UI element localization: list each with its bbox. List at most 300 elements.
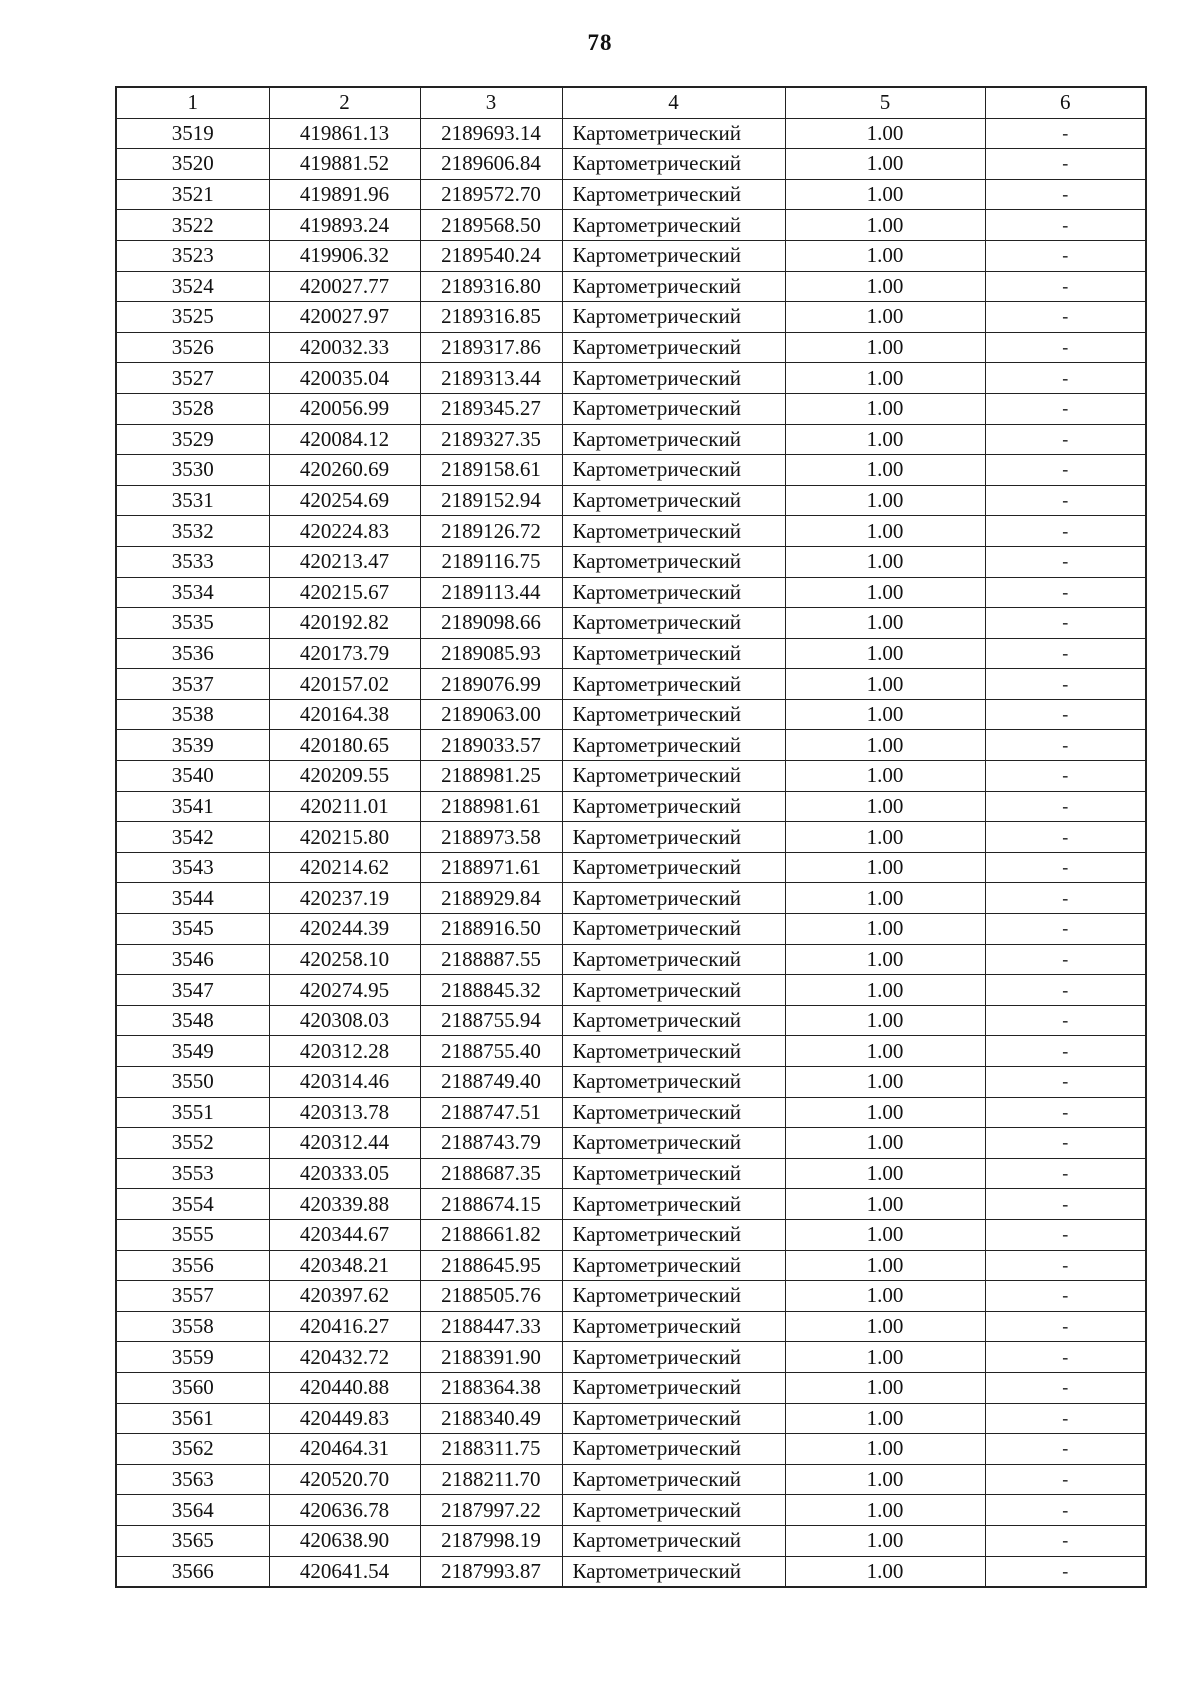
- cell-point-number: 3546: [116, 944, 269, 975]
- cell-point-number: 3557: [116, 1281, 269, 1312]
- cell-y-coordinate: 2188747.51: [420, 1097, 562, 1128]
- cell-accuracy: 1.00: [785, 1464, 985, 1495]
- cell-note: -: [985, 883, 1146, 914]
- cell-note: -: [985, 1219, 1146, 1250]
- cell-accuracy: 1.00: [785, 424, 985, 455]
- cell-accuracy: 1.00: [785, 1189, 985, 1220]
- cell-x-coordinate: 420312.44: [269, 1128, 420, 1159]
- table-row: [116, 852, 1146, 883]
- cell-accuracy: 1.00: [785, 1342, 985, 1373]
- cell-y-coordinate: 2188687.35: [420, 1158, 562, 1189]
- table-row: [116, 179, 1146, 210]
- cell-note: -: [985, 822, 1146, 853]
- cell-accuracy: 1.00: [785, 1495, 985, 1526]
- cell-point-number: 3531: [116, 485, 269, 516]
- cell-y-coordinate: 2189316.85: [420, 302, 562, 333]
- table-row: [116, 485, 1146, 516]
- table-row: [116, 669, 1146, 700]
- cell-note: -: [985, 975, 1146, 1006]
- cell-y-coordinate: 2189568.50: [420, 210, 562, 241]
- cell-point-number: 3553: [116, 1158, 269, 1189]
- cell-note: -: [985, 393, 1146, 424]
- cell-accuracy: 1.00: [785, 393, 985, 424]
- table-row: [116, 516, 1146, 547]
- header-row: [116, 87, 1146, 118]
- cell-method: Картометрический: [562, 1158, 785, 1189]
- cell-accuracy: 1.00: [785, 179, 985, 210]
- cell-y-coordinate: 2189572.70: [420, 179, 562, 210]
- cell-accuracy: 1.00: [785, 1372, 985, 1403]
- cell-accuracy: 1.00: [785, 577, 985, 608]
- cell-note: -: [985, 271, 1146, 302]
- table-row: [116, 1097, 1146, 1128]
- table-row: [116, 1525, 1146, 1556]
- table-row: [116, 944, 1146, 975]
- cell-x-coordinate: 420641.54: [269, 1556, 420, 1587]
- cell-method: Картометрический: [562, 1525, 785, 1556]
- cell-point-number: 3523: [116, 240, 269, 271]
- cell-note: -: [985, 546, 1146, 577]
- cell-method: Картометрический: [562, 852, 785, 883]
- cell-note: -: [985, 638, 1146, 669]
- cell-point-number: 3540: [116, 761, 269, 792]
- cell-method: Картометрический: [562, 1434, 785, 1465]
- cell-point-number: 3552: [116, 1128, 269, 1159]
- cell-method: Картометрический: [562, 485, 785, 516]
- cell-y-coordinate: 2188340.49: [420, 1403, 562, 1434]
- cell-method: Картометрический: [562, 424, 785, 455]
- cell-note: -: [985, 210, 1146, 241]
- cell-y-coordinate: 2188749.40: [420, 1067, 562, 1098]
- cell-note: -: [985, 1495, 1146, 1526]
- cell-method: Картометрический: [562, 240, 785, 271]
- cell-method: Картометрический: [562, 1342, 785, 1373]
- cell-x-coordinate: 420254.69: [269, 485, 420, 516]
- cell-x-coordinate: 420027.77: [269, 271, 420, 302]
- table-row: [116, 1189, 1146, 1220]
- cell-y-coordinate: 2188743.79: [420, 1128, 562, 1159]
- cell-method: Картометрический: [562, 669, 785, 700]
- cell-accuracy: 1.00: [785, 883, 985, 914]
- cell-method: Картометрический: [562, 1036, 785, 1067]
- cell-y-coordinate: 2189152.94: [420, 485, 562, 516]
- cell-y-coordinate: 2189116.75: [420, 546, 562, 577]
- cell-method: Картометрический: [562, 1128, 785, 1159]
- cell-x-coordinate: 420314.46: [269, 1067, 420, 1098]
- cell-y-coordinate: 2188981.61: [420, 791, 562, 822]
- cell-y-coordinate: 2189113.44: [420, 577, 562, 608]
- table-row: [116, 914, 1146, 945]
- table-row: [116, 791, 1146, 822]
- cell-x-coordinate: 420213.47: [269, 546, 420, 577]
- cell-x-coordinate: 420339.88: [269, 1189, 420, 1220]
- table-row: [116, 608, 1146, 639]
- cell-note: -: [985, 852, 1146, 883]
- cell-y-coordinate: 2189033.57: [420, 730, 562, 761]
- cell-note: -: [985, 1128, 1146, 1159]
- cell-accuracy: 1.00: [785, 485, 985, 516]
- cell-y-coordinate: 2188364.38: [420, 1372, 562, 1403]
- cell-y-coordinate: 2188674.15: [420, 1189, 562, 1220]
- cell-accuracy: 1.00: [785, 852, 985, 883]
- coordinates-table: [115, 86, 1147, 1588]
- cell-note: -: [985, 332, 1146, 363]
- cell-point-number: 3545: [116, 914, 269, 945]
- cell-accuracy: 1.00: [785, 271, 985, 302]
- cell-accuracy: 1.00: [785, 944, 985, 975]
- cell-accuracy: 1.00: [785, 761, 985, 792]
- cell-note: -: [985, 179, 1146, 210]
- cell-note: -: [985, 485, 1146, 516]
- cell-accuracy: 1.00: [785, 699, 985, 730]
- cell-x-coordinate: 420464.31: [269, 1434, 420, 1465]
- cell-y-coordinate: 2189313.44: [420, 363, 562, 394]
- cell-x-coordinate: 420215.80: [269, 822, 420, 853]
- cell-y-coordinate: 2188981.25: [420, 761, 562, 792]
- cell-x-coordinate: 420211.01: [269, 791, 420, 822]
- cell-x-coordinate: 420397.62: [269, 1281, 420, 1312]
- cell-accuracy: 1.00: [785, 638, 985, 669]
- page-number: 78: [587, 30, 613, 55]
- cell-point-number: 3560: [116, 1372, 269, 1403]
- cell-accuracy: 1.00: [785, 1036, 985, 1067]
- cell-method: Картометрический: [562, 455, 785, 486]
- cell-point-number: 3539: [116, 730, 269, 761]
- cell-method: Картометрический: [562, 638, 785, 669]
- cell-method: Картометрический: [562, 1403, 785, 1434]
- cell-note: -: [985, 699, 1146, 730]
- table-row: [116, 1158, 1146, 1189]
- table-row: [116, 118, 1146, 149]
- cell-note: -: [985, 1311, 1146, 1342]
- cell-y-coordinate: 2189098.66: [420, 608, 562, 639]
- table-row: [116, 761, 1146, 792]
- cell-y-coordinate: 2187997.22: [420, 1495, 562, 1526]
- table-row: [116, 240, 1146, 271]
- cell-accuracy: 1.00: [785, 1525, 985, 1556]
- cell-point-number: 3525: [116, 302, 269, 333]
- cell-point-number: 3519: [116, 118, 269, 149]
- header-cell-4: 4: [562, 87, 785, 118]
- cell-point-number: 3554: [116, 1189, 269, 1220]
- cell-x-coordinate: 420348.21: [269, 1250, 420, 1281]
- table-row: [116, 1219, 1146, 1250]
- cell-method: Картометрический: [562, 332, 785, 363]
- table-row: [116, 1005, 1146, 1036]
- table-row: [116, 149, 1146, 180]
- table-row: [116, 638, 1146, 669]
- table-row: [116, 822, 1146, 853]
- cell-note: -: [985, 424, 1146, 455]
- table-row: [116, 1403, 1146, 1434]
- cell-x-coordinate: 420440.88: [269, 1372, 420, 1403]
- cell-point-number: 3537: [116, 669, 269, 700]
- cell-accuracy: 1.00: [785, 118, 985, 149]
- cell-y-coordinate: 2187993.87: [420, 1556, 562, 1587]
- cell-accuracy: 1.00: [785, 363, 985, 394]
- cell-y-coordinate: 2189327.35: [420, 424, 562, 455]
- cell-note: -: [985, 1434, 1146, 1465]
- cell-y-coordinate: 2187998.19: [420, 1525, 562, 1556]
- cell-x-coordinate: 420274.95: [269, 975, 420, 1006]
- cell-accuracy: 1.00: [785, 1158, 985, 1189]
- cell-method: Картометрический: [562, 302, 785, 333]
- cell-y-coordinate: 2188755.40: [420, 1036, 562, 1067]
- table-row: [116, 302, 1146, 333]
- cell-note: -: [985, 1281, 1146, 1312]
- cell-method: Картометрический: [562, 1556, 785, 1587]
- cell-point-number: 3566: [116, 1556, 269, 1587]
- cell-x-coordinate: 420173.79: [269, 638, 420, 669]
- cell-accuracy: 1.00: [785, 149, 985, 180]
- cell-note: -: [985, 669, 1146, 700]
- cell-point-number: 3549: [116, 1036, 269, 1067]
- cell-accuracy: 1.00: [785, 914, 985, 945]
- cell-note: -: [985, 1342, 1146, 1373]
- cell-x-coordinate: 420260.69: [269, 455, 420, 486]
- header-cell-5: 5: [785, 87, 985, 118]
- cell-x-coordinate: 420214.62: [269, 852, 420, 883]
- header-cell-3: 3: [420, 87, 562, 118]
- cell-method: Картометрический: [562, 1219, 785, 1250]
- table-row: [116, 1128, 1146, 1159]
- cell-y-coordinate: 2188887.55: [420, 944, 562, 975]
- cell-y-coordinate: 2188645.95: [420, 1250, 562, 1281]
- cell-x-coordinate: 420312.28: [269, 1036, 420, 1067]
- cell-note: -: [985, 914, 1146, 945]
- cell-accuracy: 1.00: [785, 669, 985, 700]
- cell-note: -: [985, 118, 1146, 149]
- cell-x-coordinate: 420416.27: [269, 1311, 420, 1342]
- cell-note: -: [985, 1556, 1146, 1587]
- table-body: [116, 118, 1146, 1587]
- cell-x-coordinate: 420215.67: [269, 577, 420, 608]
- cell-method: Картометрический: [562, 1372, 785, 1403]
- cell-y-coordinate: 2188973.58: [420, 822, 562, 853]
- cell-point-number: 3522: [116, 210, 269, 241]
- header-cell-2: 2: [269, 87, 420, 118]
- cell-point-number: 3527: [116, 363, 269, 394]
- table-row: [116, 1556, 1146, 1587]
- cell-x-coordinate: 420313.78: [269, 1097, 420, 1128]
- cell-point-number: 3558: [116, 1311, 269, 1342]
- cell-method: Картометрический: [562, 914, 785, 945]
- cell-y-coordinate: 2188929.84: [420, 883, 562, 914]
- cell-point-number: 3565: [116, 1525, 269, 1556]
- cell-x-coordinate: 419881.52: [269, 149, 420, 180]
- cell-x-coordinate: 420164.38: [269, 699, 420, 730]
- cell-y-coordinate: 2188391.90: [420, 1342, 562, 1373]
- cell-method: Картометрический: [562, 822, 785, 853]
- cell-method: Картометрический: [562, 1250, 785, 1281]
- table-row: [116, 1464, 1146, 1495]
- cell-note: -: [985, 791, 1146, 822]
- cell-x-coordinate: 420636.78: [269, 1495, 420, 1526]
- cell-note: -: [985, 608, 1146, 639]
- cell-y-coordinate: 2189085.93: [420, 638, 562, 669]
- table-row: [116, 1036, 1146, 1067]
- table-row: [116, 1434, 1146, 1465]
- cell-x-coordinate: 420224.83: [269, 516, 420, 547]
- cell-y-coordinate: 2188211.70: [420, 1464, 562, 1495]
- cell-note: -: [985, 730, 1146, 761]
- cell-accuracy: 1.00: [785, 608, 985, 639]
- cell-method: Картометрический: [562, 1464, 785, 1495]
- table-row: [116, 363, 1146, 394]
- cell-y-coordinate: 2189693.14: [420, 118, 562, 149]
- cell-method: Картометрический: [562, 118, 785, 149]
- header-cell-1: 1: [116, 87, 269, 118]
- table-row: [116, 1250, 1146, 1281]
- cell-point-number: 3547: [116, 975, 269, 1006]
- table-row: [116, 1372, 1146, 1403]
- cell-note: -: [985, 1097, 1146, 1128]
- cell-method: Картометрический: [562, 1097, 785, 1128]
- cell-method: Картометрический: [562, 210, 785, 241]
- cell-accuracy: 1.00: [785, 822, 985, 853]
- table-row: [116, 1311, 1146, 1342]
- cell-point-number: 3524: [116, 271, 269, 302]
- cell-accuracy: 1.00: [785, 1005, 985, 1036]
- cell-accuracy: 1.00: [785, 1281, 985, 1312]
- cell-accuracy: 1.00: [785, 1067, 985, 1098]
- table-row: [116, 546, 1146, 577]
- cell-note: -: [985, 1158, 1146, 1189]
- table-row: [116, 1281, 1146, 1312]
- cell-method: Картометрический: [562, 699, 785, 730]
- table-row: [116, 1067, 1146, 1098]
- cell-y-coordinate: 2189076.99: [420, 669, 562, 700]
- cell-x-coordinate: 420308.03: [269, 1005, 420, 1036]
- cell-y-coordinate: 2188311.75: [420, 1434, 562, 1465]
- cell-point-number: 3530: [116, 455, 269, 486]
- table-row: [116, 393, 1146, 424]
- cell-accuracy: 1.00: [785, 1556, 985, 1587]
- cell-note: -: [985, 1372, 1146, 1403]
- cell-note: -: [985, 516, 1146, 547]
- cell-point-number: 3526: [116, 332, 269, 363]
- cell-y-coordinate: 2189606.84: [420, 149, 562, 180]
- cell-method: Картометрический: [562, 149, 785, 180]
- cell-x-coordinate: 420157.02: [269, 669, 420, 700]
- cell-x-coordinate: 420192.82: [269, 608, 420, 639]
- cell-point-number: 3544: [116, 883, 269, 914]
- cell-note: -: [985, 149, 1146, 180]
- cell-accuracy: 1.00: [785, 975, 985, 1006]
- cell-accuracy: 1.00: [785, 730, 985, 761]
- cell-note: -: [985, 761, 1146, 792]
- cell-accuracy: 1.00: [785, 516, 985, 547]
- cell-y-coordinate: 2189317.86: [420, 332, 562, 363]
- cell-point-number: 3556: [116, 1250, 269, 1281]
- cell-point-number: 3542: [116, 822, 269, 853]
- cell-method: Картометрический: [562, 1281, 785, 1312]
- table-row: [116, 210, 1146, 241]
- cell-y-coordinate: 2189316.80: [420, 271, 562, 302]
- cell-x-coordinate: 420032.33: [269, 332, 420, 363]
- cell-point-number: 3564: [116, 1495, 269, 1526]
- cell-x-coordinate: 420638.90: [269, 1525, 420, 1556]
- table-row: [116, 271, 1146, 302]
- cell-accuracy: 1.00: [785, 546, 985, 577]
- cell-x-coordinate: 419893.24: [269, 210, 420, 241]
- cell-note: -: [985, 302, 1146, 333]
- cell-accuracy: 1.00: [785, 302, 985, 333]
- cell-accuracy: 1.00: [785, 1219, 985, 1250]
- cell-method: Картометрический: [562, 761, 785, 792]
- cell-x-coordinate: 419906.32: [269, 240, 420, 271]
- cell-method: Картометрический: [562, 546, 785, 577]
- cell-y-coordinate: 2188971.61: [420, 852, 562, 883]
- cell-point-number: 3561: [116, 1403, 269, 1434]
- cell-x-coordinate: 420084.12: [269, 424, 420, 455]
- cell-note: -: [985, 1005, 1146, 1036]
- table-row: [116, 455, 1146, 486]
- cell-point-number: 3529: [116, 424, 269, 455]
- cell-y-coordinate: 2188505.76: [420, 1281, 562, 1312]
- cell-note: -: [985, 944, 1146, 975]
- cell-method: Картометрический: [562, 393, 785, 424]
- cell-point-number: 3563: [116, 1464, 269, 1495]
- cell-method: Картометрический: [562, 791, 785, 822]
- cell-note: -: [985, 240, 1146, 271]
- cell-note: -: [985, 455, 1146, 486]
- cell-x-coordinate: 420056.99: [269, 393, 420, 424]
- table-row: [116, 883, 1146, 914]
- cell-x-coordinate: 420027.97: [269, 302, 420, 333]
- cell-point-number: 3534: [116, 577, 269, 608]
- cell-point-number: 3533: [116, 546, 269, 577]
- cell-y-coordinate: 2189158.61: [420, 455, 562, 486]
- cell-note: -: [985, 1189, 1146, 1220]
- cell-accuracy: 1.00: [785, 455, 985, 486]
- cell-method: Картометрический: [562, 271, 785, 302]
- cell-x-coordinate: 420237.19: [269, 883, 420, 914]
- cell-note: -: [985, 1403, 1146, 1434]
- header-cell-6: 6: [985, 87, 1146, 118]
- cell-note: -: [985, 1464, 1146, 1495]
- cell-accuracy: 1.00: [785, 1403, 985, 1434]
- cell-method: Картометрический: [562, 1495, 785, 1526]
- cell-method: Картометрический: [562, 516, 785, 547]
- cell-x-coordinate: 420344.67: [269, 1219, 420, 1250]
- cell-point-number: 3555: [116, 1219, 269, 1250]
- cell-method: Картометрический: [562, 975, 785, 1006]
- cell-accuracy: 1.00: [785, 1097, 985, 1128]
- cell-point-number: 3543: [116, 852, 269, 883]
- cell-point-number: 3550: [116, 1067, 269, 1098]
- cell-y-coordinate: 2188447.33: [420, 1311, 562, 1342]
- cell-y-coordinate: 2188845.32: [420, 975, 562, 1006]
- cell-point-number: 3528: [116, 393, 269, 424]
- table-row: [116, 1342, 1146, 1373]
- table-row: [116, 1495, 1146, 1526]
- cell-note: -: [985, 363, 1146, 394]
- cell-note: -: [985, 577, 1146, 608]
- cell-y-coordinate: 2189345.27: [420, 393, 562, 424]
- cell-accuracy: 1.00: [785, 1311, 985, 1342]
- cell-x-coordinate: 419891.96: [269, 179, 420, 210]
- cell-accuracy: 1.00: [785, 210, 985, 241]
- cell-x-coordinate: 420035.04: [269, 363, 420, 394]
- cell-note: -: [985, 1525, 1146, 1556]
- cell-y-coordinate: 2189063.00: [420, 699, 562, 730]
- cell-method: Картометрический: [562, 1189, 785, 1220]
- cell-point-number: 3536: [116, 638, 269, 669]
- cell-method: Картометрический: [562, 944, 785, 975]
- cell-y-coordinate: 2189540.24: [420, 240, 562, 271]
- cell-x-coordinate: 419861.13: [269, 118, 420, 149]
